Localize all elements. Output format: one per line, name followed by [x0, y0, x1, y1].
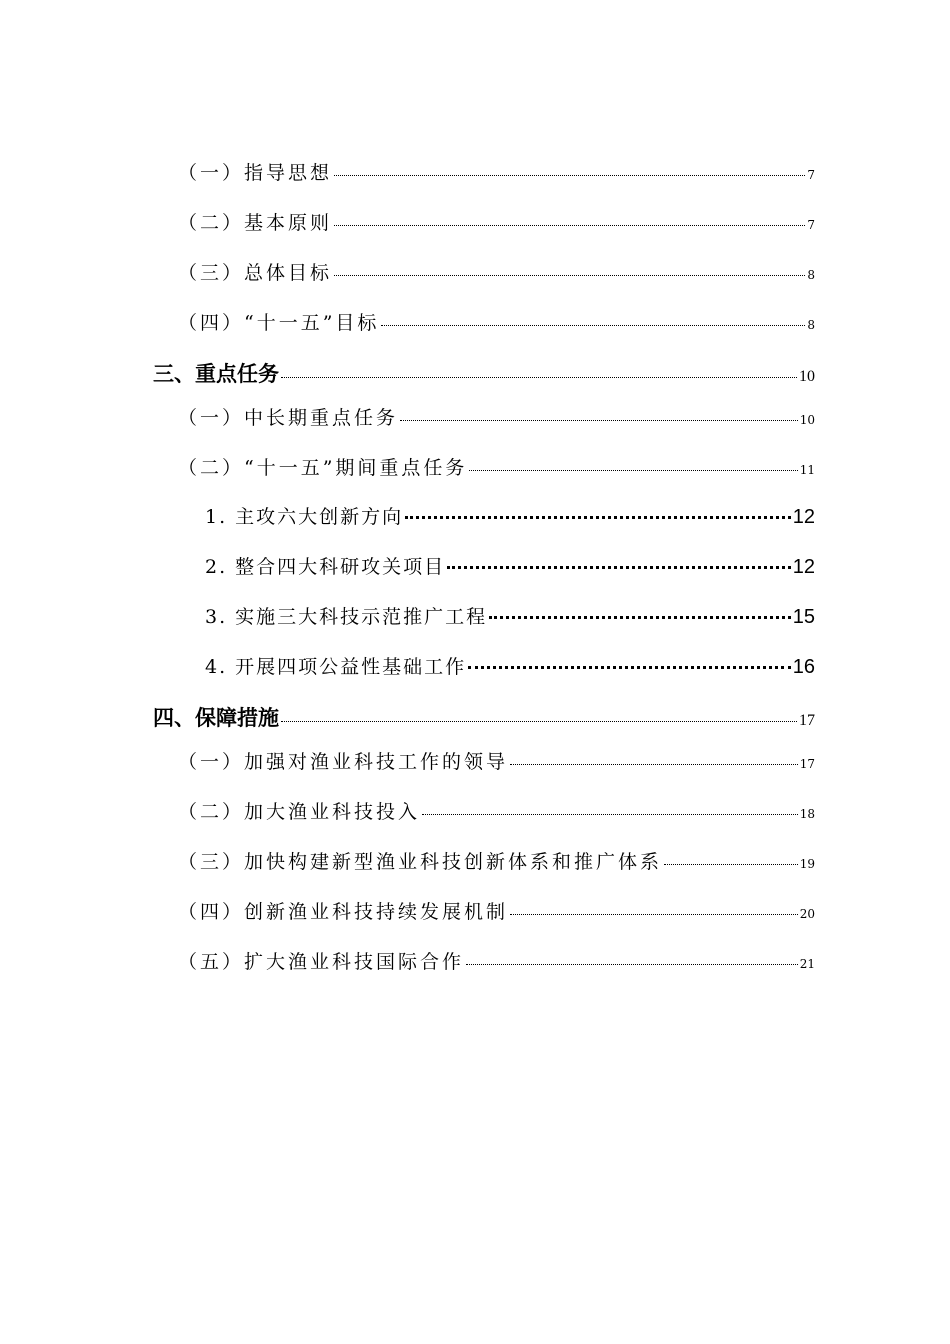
toc-entry-page: 12 [792, 556, 815, 578]
toc-entry-label: （三）总体目标 [178, 262, 333, 284]
toc-entry-label: （二）加大渔业科技投入 [178, 801, 421, 823]
toc-entry-page: 15 [792, 606, 815, 628]
toc-entry-label: （二）基本原则 [178, 212, 333, 234]
toc-entry-label: （五）扩大渔业科技国际合作 [178, 951, 465, 973]
toc-entry-page: 19 [799, 857, 815, 871]
toc-entry[interactable] [178, 258, 815, 285]
toc-entry-label: （一）加强对渔业科技工作的领导 [178, 751, 509, 773]
toc-entry-page: 10 [799, 368, 815, 385]
dot-leader [281, 721, 797, 722]
toc-entry-label: （四）创新渔业科技持续发展机制 [178, 901, 509, 923]
toc-entry-page: 7 [807, 168, 815, 182]
dot-leader [405, 516, 791, 519]
dot-leader [469, 470, 797, 471]
toc-entry-page: 21 [799, 957, 815, 971]
dot-leader [468, 666, 791, 669]
dot-leader [381, 325, 805, 326]
toc-subentry[interactable] [205, 502, 815, 529]
toc-entry-label: 四、保障措施 [153, 706, 279, 730]
dot-leader [510, 914, 798, 915]
toc-section-heading[interactable] [153, 358, 815, 388]
toc-section-heading[interactable] [153, 702, 815, 732]
dot-leader [334, 275, 805, 276]
toc-entry-label: （一）中长期重点任务 [178, 407, 399, 429]
toc-entry-label: 3. 实施三大科技示范推广工程 [205, 606, 488, 628]
dot-leader [466, 964, 798, 965]
toc-entry-label: 4. 开展四项公益性基础工作 [205, 656, 467, 678]
toc-entry[interactable] [178, 403, 815, 430]
toc-entry[interactable] [178, 797, 815, 824]
toc-entry-label: 三、重点任务 [153, 362, 279, 386]
toc-entry[interactable] [178, 453, 815, 480]
toc-entry-page: 7 [807, 218, 815, 232]
toc-entry-label: （三）加快构建新型渔业科技创新体系和推广体系 [178, 851, 663, 873]
toc-entry[interactable] [178, 158, 815, 185]
toc-subentry[interactable] [205, 652, 815, 679]
toc-subentry[interactable] [205, 602, 815, 629]
dot-leader [281, 377, 797, 378]
toc-entry-page: 17 [799, 757, 815, 771]
toc-entry-page: 16 [792, 656, 815, 678]
dot-leader [400, 420, 798, 421]
toc-entry-label: （四）“十一五”目标 [178, 312, 380, 334]
toc-entry-page: 20 [799, 907, 815, 921]
dot-leader [510, 764, 798, 765]
toc-entry-page: 8 [807, 318, 815, 332]
toc-entry-page: 17 [799, 712, 815, 729]
toc-entry[interactable] [178, 208, 815, 235]
toc-entry[interactable] [178, 947, 815, 974]
dot-leader [664, 864, 798, 865]
toc-entry-page: 8 [807, 268, 815, 282]
toc-entry-page: 10 [799, 413, 815, 427]
toc-entry-label: 1. 主攻六大创新方向 [205, 506, 404, 528]
toc-entry-label: 2. 整合四大科研攻关项目 [205, 556, 446, 578]
dot-leader [334, 225, 805, 226]
toc-entry-page: 11 [799, 463, 815, 477]
toc-subentry[interactable] [205, 552, 815, 579]
toc-entry-label: （一）指导思想 [178, 162, 333, 184]
dot-leader [334, 175, 805, 176]
toc-entry-page: 12 [792, 506, 815, 528]
toc-entry[interactable] [178, 308, 815, 335]
toc-entry[interactable] [178, 897, 815, 924]
toc-entry[interactable] [178, 747, 815, 774]
dot-leader [447, 566, 791, 569]
toc-entry[interactable] [178, 847, 815, 874]
toc-entry-label: （二）“十一五”期间重点任务 [178, 457, 468, 479]
dot-leader [489, 616, 791, 619]
toc-entry-page: 18 [799, 807, 815, 821]
dot-leader [422, 814, 798, 815]
